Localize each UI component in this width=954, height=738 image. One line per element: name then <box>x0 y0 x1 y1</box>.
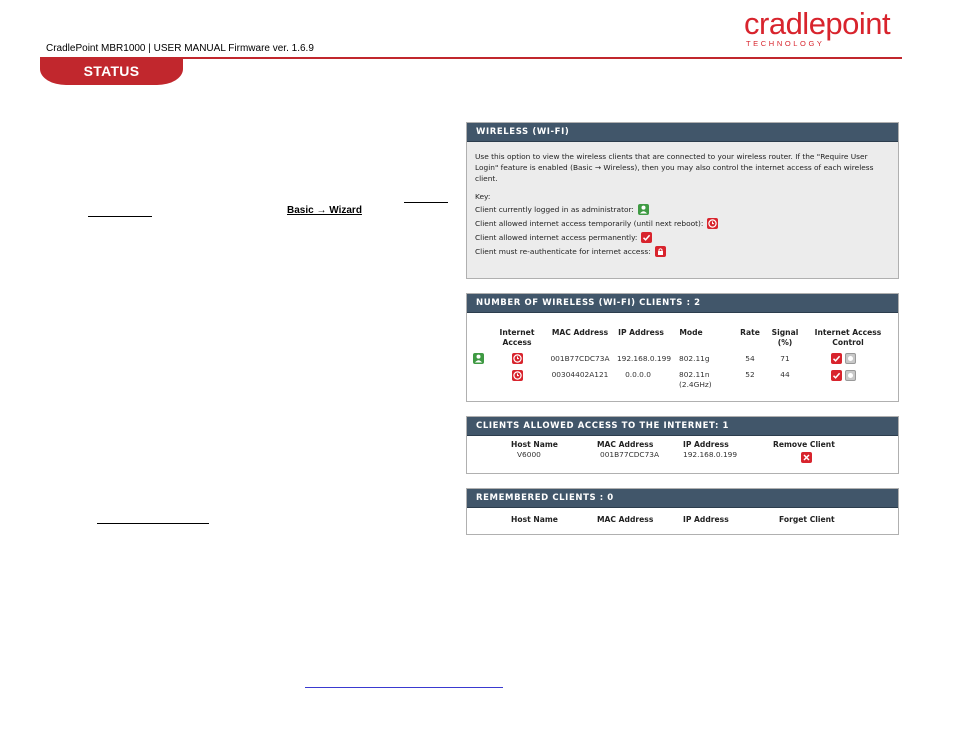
header-access-control <box>805 328 891 348</box>
header-ip-address: IP Address <box>618 328 664 337</box>
disabled-toggle-icon[interactable] <box>845 353 856 364</box>
header-rate: Rate <box>740 328 760 337</box>
wireless-panel <box>466 122 899 279</box>
panel-title: CLIENTS ALLOWED ACCESS TO THE INTERNET: 1 <box>467 417 898 436</box>
remove-x-icon[interactable] <box>801 452 812 463</box>
header-mac-address: MAC Address <box>551 328 609 337</box>
header-line: Internet Access <box>814 328 882 337</box>
row-signal: 44 <box>780 370 790 379</box>
disabled-toggle-icon[interactable] <box>845 370 856 381</box>
allowed-clients-table <box>467 436 898 473</box>
wireless-clients-panel <box>466 293 899 402</box>
remembered-clients-table <box>467 508 898 534</box>
logo-wordmark: cradlepoint <box>744 6 891 41</box>
checkmark-icon <box>641 232 652 243</box>
row-ip: 0.0.0.0 <box>625 370 651 379</box>
header-line: Control <box>832 338 864 347</box>
panel-body <box>467 142 898 278</box>
header-line: Internet <box>499 328 535 337</box>
key-item-temporary <box>475 216 890 230</box>
panel-title: WIRELESS (WI-FI) <box>467 123 898 142</box>
row-host: V6000 <box>517 450 541 459</box>
key-label: Key: <box>475 192 491 201</box>
clock-icon[interactable] <box>512 353 523 364</box>
row-mode <box>671 370 729 390</box>
mode-line: (2.4GHz) <box>679 380 712 389</box>
header-line: Signal <box>771 328 799 337</box>
basic-wizard-link[interactable]: Basic → Wizard <box>287 205 362 216</box>
header-ip-address: IP Address <box>683 515 729 524</box>
row-mac: 001B77CDC73A <box>550 354 610 363</box>
row-ip: 192.168.0.199 <box>616 354 672 363</box>
key-text: Client must re-authenticate for internet access: <box>475 246 651 256</box>
key-item-reauth <box>475 244 890 258</box>
panel-title: NUMBER OF WIRELESS (WI-FI) CLIENTS : 2 <box>467 294 898 313</box>
logo-subtitle: TECHNOLOGY <box>746 39 825 48</box>
row-signal: 71 <box>780 354 790 363</box>
key-text: Client allowed internet access temporarily (until next reboot): <box>475 218 704 228</box>
checkmark-icon[interactable] <box>831 370 842 381</box>
header-ip-address: IP Address <box>683 440 729 449</box>
header-mac-address: MAC Address <box>597 515 654 524</box>
header-remove-client: Remove Client <box>773 440 835 449</box>
header-signal <box>767 328 803 348</box>
header-host-name: Host Name <box>511 440 558 449</box>
checkmark-icon[interactable] <box>831 353 842 364</box>
header-line: Access <box>502 338 532 347</box>
header-forget-client: Forget Client <box>779 515 835 524</box>
clock-icon[interactable] <box>512 370 523 381</box>
remembered-clients-panel <box>466 488 899 535</box>
admin-user-icon <box>473 353 484 364</box>
mode-line: 802.11n <box>679 370 710 379</box>
header-internet-access <box>495 328 539 348</box>
section-tab-status: STATUS <box>40 59 183 85</box>
row-mode: 802.11g <box>679 354 710 363</box>
header-host-name: Host Name <box>511 515 558 524</box>
underline-fragment <box>97 523 209 524</box>
key-item-permanent <box>475 230 890 244</box>
key-item-admin <box>475 202 890 216</box>
header-mac-address: MAC Address <box>597 440 654 449</box>
hyperlink-underline[interactable] <box>305 687 503 688</box>
header-mode: Mode <box>679 328 703 337</box>
underline-fragment <box>88 216 152 217</box>
underline-fragment <box>404 202 448 203</box>
lock-icon <box>655 246 666 257</box>
key-text: Client currently logged in as administrator: <box>475 204 634 214</box>
row-mac: 00304402A121 <box>551 370 609 379</box>
panel-description: Use this option to view the wireless clients that are connected to your wireless router. If the "Require User Login" feature is enabled (Basic → Wireless), then you may also control the internet access of each wireless client. <box>475 152 874 183</box>
key-text: Client allowed internet access permanently: <box>475 232 638 242</box>
panel-title: REMEMBERED CLIENTS : 0 <box>467 489 898 508</box>
document-header-title: CradlePoint MBR1000 | USER MANUAL Firmware ver. 1.6.9 <box>46 43 314 54</box>
row-rate: 52 <box>745 370 755 379</box>
cradlepoint-logo <box>744 6 894 48</box>
row-rate: 54 <box>745 354 755 363</box>
clock-icon <box>707 218 718 229</box>
allowed-clients-panel <box>466 416 899 474</box>
header-line: (%) <box>777 338 793 347</box>
row-ip: 192.168.0.199 <box>683 450 738 459</box>
clients-table <box>467 313 898 401</box>
admin-user-icon <box>638 204 649 215</box>
row-mac: 001B77CDC73A <box>600 450 660 459</box>
